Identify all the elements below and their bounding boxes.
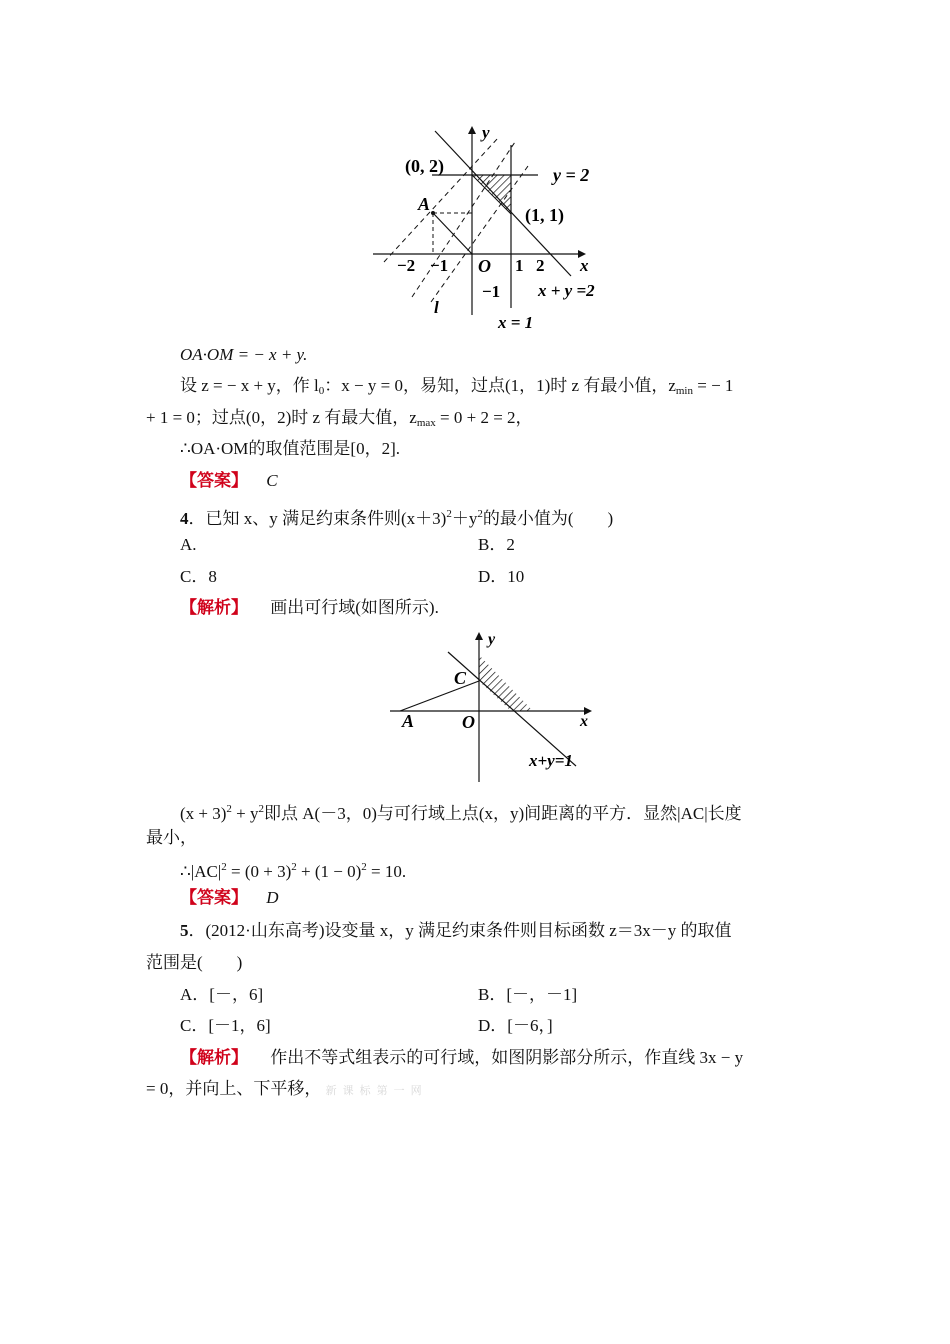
superscript-2e: 2 (221, 861, 227, 873)
segment-AC (400, 681, 479, 711)
solution-line-2a: + 1 = 0；过点(0，2)时 z 有最大值，z (146, 408, 417, 427)
answer-value: D (266, 888, 279, 907)
solution-line-1a: 设 z = − x + y，作 l (180, 376, 319, 395)
label-two: 2 (536, 256, 545, 275)
line-x-plus-y-1 (448, 652, 576, 766)
y-axis-arrow (468, 126, 476, 134)
superscript-2a: 2 (446, 508, 452, 520)
answer-row-3 (180, 470, 278, 492)
label-point-C: C (454, 668, 467, 688)
option-A: A. (180, 535, 197, 554)
answer-value: C (266, 471, 278, 490)
label-line-y2: y = 2 (553, 165, 590, 185)
label-y-axis: y (482, 123, 490, 142)
label-neg1-y: −1 (482, 282, 501, 301)
label-point-A: A (402, 711, 415, 731)
q4-sol-3a: ∴|AC| (180, 862, 222, 881)
superscript-2f: 2 (291, 861, 297, 873)
dashed-line-l0 (431, 166, 528, 302)
superscript-2g: 2 (361, 861, 367, 873)
question-5-stem-1 (180, 920, 732, 942)
option-C: C．8 (180, 567, 217, 586)
q4-solution-line-1 (180, 798, 742, 825)
solution-line-1c: = − 1 (693, 376, 734, 395)
analysis-text: 作出不等式组表示的可行域，如图阴影部分所示，作直线 3x − y (270, 1048, 744, 1067)
y-axis-arrow (475, 632, 483, 640)
answer-tag: 【答案】 (180, 888, 248, 907)
question-number: 5 (180, 921, 189, 940)
option-B: B．2 (478, 535, 515, 554)
solution-line-2 (146, 407, 533, 434)
question-5-stem-text: ．(2012·山东高考)设变量 x，y 满足约束条件则目标函数 z＝3x－y 的取值 (188, 921, 732, 940)
segment-OA (433, 213, 472, 254)
formula-oa-om: OA·OM = − x + y. (180, 345, 308, 364)
option-D: D．10 (478, 567, 525, 586)
label-line-x-plus-y-1: x+y=1 (529, 751, 573, 770)
analysis-row-5 (180, 1047, 743, 1069)
superscript-2b: 2 (477, 508, 483, 520)
analysis-row-4 (180, 597, 439, 619)
q4-solution-line-3 (180, 856, 406, 883)
subscript-min: min (675, 385, 693, 397)
superscript-2d: 2 (258, 803, 265, 815)
shaded-region (472, 175, 511, 214)
q4-sol-1b: + y (231, 804, 259, 823)
label-neg1: −1 (430, 256, 449, 275)
subscript-max: max (416, 417, 436, 429)
question-4-stem-c: 的最小值为( ) (482, 509, 614, 528)
label-line-x1: x = 1 (498, 313, 534, 332)
option-A: A．[－，6] (180, 985, 264, 1004)
label-line-x-plus-y-2: x + y =2 (538, 281, 595, 300)
label-x-axis: x (580, 713, 588, 730)
q4-solution-line-2: 最小， (146, 828, 197, 847)
analysis-tag: 【解析】 (180, 1048, 248, 1067)
q4-sol-1c: 即点 A(－3，0)与可行域上点(x，y)间距离的平方．显然|AC|长度 (264, 804, 742, 823)
watermark: 新课标第一网 (325, 1085, 428, 1097)
figure-2-feasible-region (385, 628, 595, 784)
solution-line-1b: ：x − y = 0，易知，过点(1，1)时 z 有最小值，z (324, 376, 676, 395)
question-number: 4 (180, 509, 189, 528)
option-C: C．[－1，6] (180, 1016, 271, 1035)
label-neg2: −2 (397, 256, 416, 275)
superscript-2c: 2 (226, 803, 232, 815)
solution-range: ∴OA·OM的取值范围是[0，2]. (180, 439, 400, 458)
question-4-stem-a: ．已知 x、y 满足约束条件则(x＋3) (188, 509, 447, 528)
analysis-tag: 【解析】 (180, 598, 248, 617)
subscript-0: 0 (318, 385, 325, 397)
solution-line-1 (180, 375, 733, 402)
shaded-region (479, 655, 533, 711)
label-line-l: l (434, 298, 439, 317)
label-point-1-1: (1, 1) (525, 205, 564, 225)
label-x-axis: x (580, 256, 589, 275)
label-origin: O (478, 256, 491, 276)
label-origin: O (462, 712, 475, 732)
option-B: B．[－，－1] (478, 985, 578, 1004)
q4-sol-1a: (x + 3) (180, 804, 227, 823)
option-D: D．[－6，] (478, 1016, 553, 1035)
question-4-stem (180, 503, 613, 530)
label-point-A: A (418, 194, 431, 214)
question-4-stem-b: ＋y (451, 509, 478, 528)
question-5-stem-2: 范围是( ) (146, 953, 243, 972)
answer-tag: 【答案】 (180, 471, 248, 490)
label-one: 1 (515, 256, 524, 275)
analysis-text: 画出可行域(如图所示). (270, 598, 439, 617)
figure-1-feasible-region (360, 118, 620, 340)
point-A-dot (431, 211, 435, 215)
solution-line-2b: = 0 + 2 = 2， (435, 408, 533, 427)
q4-sol-3b: = (0 + 3) (226, 862, 292, 881)
analysis-row-5-cont (146, 1078, 428, 1102)
q4-sol-3c: + (1 − 0) (296, 862, 362, 881)
label-point-0-2: (0, 2) (405, 156, 444, 176)
answer-row-4 (180, 887, 279, 909)
label-y-axis: y (488, 631, 496, 648)
analysis-text-cont: = 0，并向上、下平移， (146, 1079, 322, 1098)
q4-sol-3d: = 10. (366, 862, 407, 881)
